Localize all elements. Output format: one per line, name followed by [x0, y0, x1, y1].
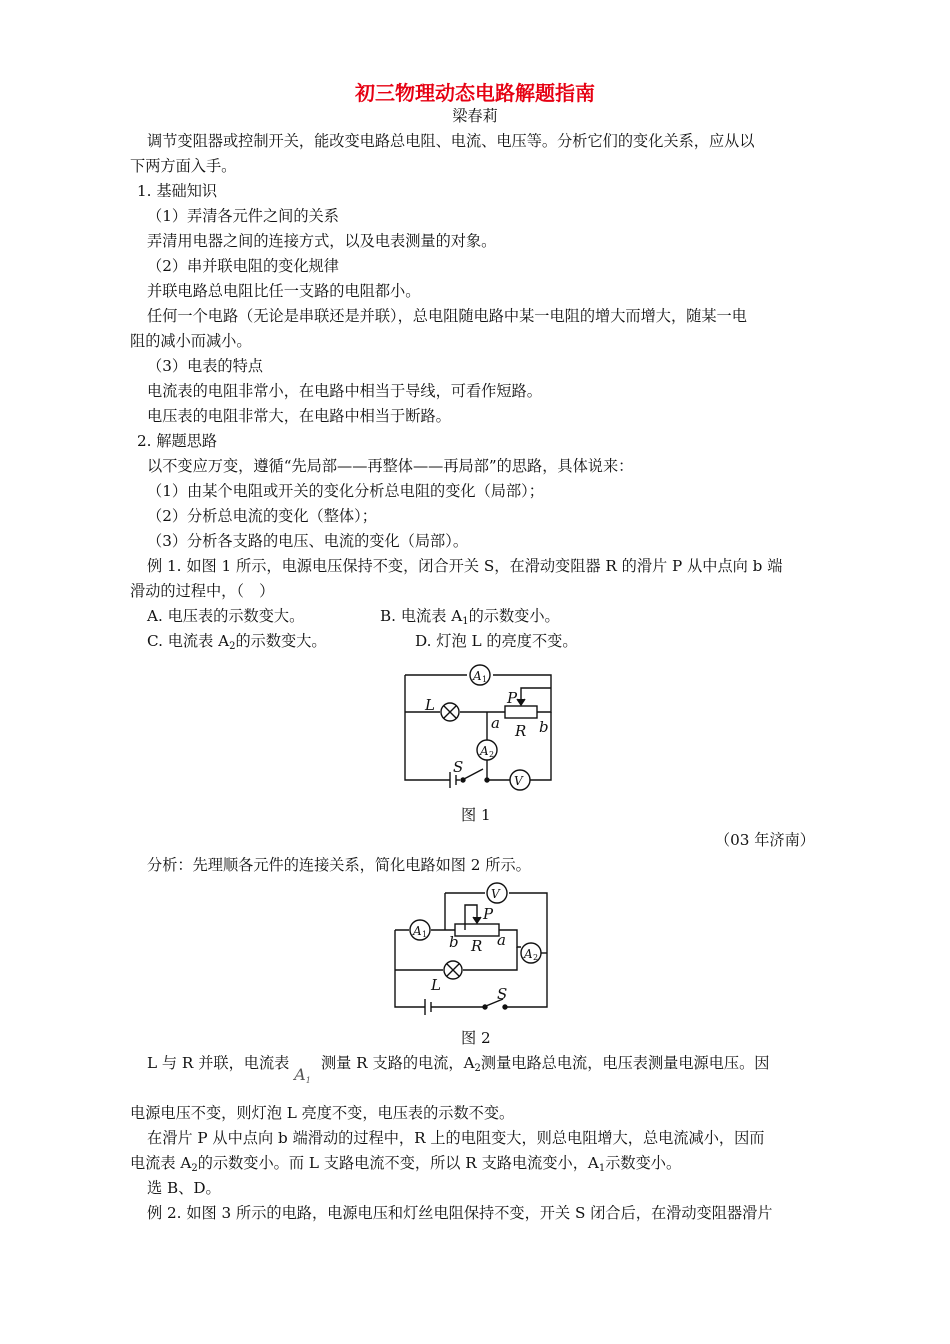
resistor-label: R [515, 722, 527, 740]
end-a-label: a [491, 714, 500, 732]
svg-text:1: 1 [482, 675, 488, 684]
figure-1-caption: 图 1 [461, 806, 491, 824]
svg-text:P: P [483, 905, 494, 923]
option-c: C. 电流表 $A_2$的示数变大。 [147, 632, 327, 652]
ammeter-a1-label: A [473, 669, 482, 683]
svg-text:L: L [431, 976, 441, 994]
section-2-heading: 2. 解题思路 [137, 432, 218, 450]
slider-label: P [507, 689, 518, 707]
step-2: （2）分析总电流的变化（整体）； [147, 507, 377, 525]
subsection-1-3: （3）电表的特点 [147, 357, 263, 375]
svg-text:b: b [449, 933, 459, 951]
option-a: A. 电压表的示数变大。 [147, 607, 305, 625]
explanation-line-2: 电源电压不变，则灯泡 L 亮度不变，电压表的示数不变。 [130, 1104, 515, 1122]
step-3: （3）分析各支路的电压、电流的变化（局部）。 [147, 532, 469, 550]
svg-text:R: R [471, 937, 483, 955]
svg-text:A: A [524, 947, 533, 961]
subsection-1-1-text: 弄清用电器之间的连接方式，以及电表测量的对象。 [147, 232, 497, 250]
step-1: （1）由某个电阻或开关的变化分析总电阻的变化（局部）； [147, 482, 544, 500]
svg-text:A: A [480, 744, 489, 758]
subsection-1-2-text-1: 并联电路总电阻比任一支路的电阻都小。 [147, 282, 421, 300]
option-b: B. 电流表 $A_1$的示数变小。 [380, 607, 560, 627]
intro-line-1: 调节变阻器或控制开关，能改变电路总电阻、电流、电压等。分析它们的变化关系，应从以 [147, 132, 755, 150]
ammeter-a1-symbol: $A_1$ [294, 1065, 311, 1085]
circuit-diagram-1 [395, 660, 565, 800]
subsection-1-3-text-2: 电压表的电阻非常大，在电路中相当于断路。 [147, 407, 451, 425]
subsection-1-2-text-2a: 任何一个电路（无论是串联还是并联），总电阻随电路中某一电阻的增大而增大，随某一电 [147, 307, 747, 325]
svg-text:V: V [514, 774, 523, 788]
subsection-1-1: （1）弄清各元件之间的关系 [147, 207, 339, 225]
answer-line: 选 B、D。 [147, 1179, 221, 1197]
section-1-heading: 1. 基础知识 [137, 182, 218, 200]
switch-label: S [453, 758, 464, 776]
explanation-line-1: L 与 R 并联，电流表 $A_1$ 测量 R 支路的电流，$A_2$测量电路总电流，电压表测量电源电压。因 [147, 1053, 769, 1079]
svg-text:S: S [497, 985, 508, 1003]
svg-text:a: a [497, 931, 506, 949]
example-1-line-1: 例 1. 如图 1 所示，电源电压保持不变，闭合开关 S，在滑动变阻器 R 的滑片 P 从中点向 b 端 [147, 557, 783, 575]
rheostat-symbol [505, 706, 537, 718]
end-b-label: b [539, 718, 549, 736]
page-title: 初三物理动态电路解题指南 [355, 81, 595, 105]
circuit-diagram-2 [385, 875, 555, 1025]
svg-text:2: 2 [533, 953, 539, 962]
intro-line-2: 下两方面入手。 [130, 157, 237, 175]
subsection-1-2: （2）串并联电阻的变化规律 [147, 257, 339, 275]
svg-text:2: 2 [489, 750, 495, 759]
section-2-text: 以不变应万变，遵循“先局部——再整体——再局部”的思路，具体说来： [147, 457, 634, 475]
option-d: D. 灯泡 L 的亮度不变。 [415, 632, 578, 650]
analysis-line: 分析：先理顺各元件的连接关系，简化电路如图 2 所示。 [147, 856, 531, 874]
rheostat-symbol [455, 924, 499, 936]
author-name: 梁春莉 [452, 107, 498, 125]
lamp-label: L [425, 696, 435, 714]
svg-text:1: 1 [422, 930, 428, 939]
explanation-line-4: 电流表 $A_2$的示数变小。而 L 支路电流不变，所以 R 支路电流变小，$A_1$示数变小。 [130, 1154, 682, 1174]
svg-text:V: V [491, 887, 500, 901]
explanation-line-3: 在滑片 P 从中点向 b 端滑动的过程中，R 上的电阻变大，则总电阻增大，总电流减小，因而 [147, 1129, 765, 1147]
subsection-1-3-text-1: 电流表的电阻非常小，在电路中相当于导线，可看作短路。 [147, 382, 542, 400]
example-2-line: 例 2. 如图 3 所示的电路，电源电压和灯丝电阻保持不变，开关 S 闭合后，在滑动变阻器滑片 [147, 1204, 773, 1222]
example-1-line-2: 滑动的过程中，（ ） [130, 582, 275, 600]
figure-2-caption: 图 2 [461, 1029, 491, 1047]
source-note: （03 年济南） [714, 831, 815, 849]
svg-text:A: A [413, 924, 422, 938]
subsection-1-2-text-2b: 阻的减小而减小。 [130, 332, 252, 350]
